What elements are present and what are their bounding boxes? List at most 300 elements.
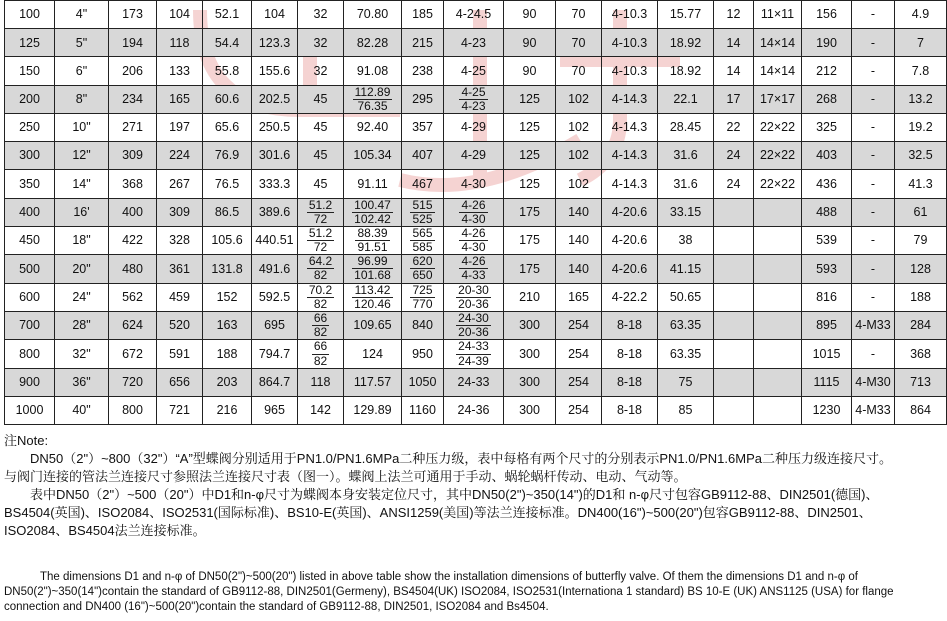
table-cell: 309 (109, 142, 157, 170)
table-cell: 965 (252, 396, 298, 424)
split-top: 112.89 (354, 84, 391, 99)
table-cell: - (852, 85, 895, 113)
table-cell: 156 (802, 1, 852, 29)
table-cell: 32 (298, 1, 344, 29)
dimension-table (4, 0, 947, 425)
table-cell: 86.5 (203, 198, 252, 226)
table-cell: 76.5 (203, 170, 252, 198)
table-cell: 14 (714, 29, 754, 57)
table-cell: 7 (895, 29, 947, 57)
note-paragraph-2: 表中DN50（2"）~500（20"）中D1和n-φ尺寸为蝶阀本身安装定位尺寸，其中DN50(2")~350(14")的D1和 n-φ尺寸包容GB9112-88、DIN2501(德国)、BS4504(英国)、ISO2084、ISO2531(国际标准)、BS10-E(英国)、ANSI1259(美国)等法兰连接标准。DN400(16")~500(20")包容GB9112-88、DIN2501、ISO2084、BS4504法兰连接标准。 (4, 487, 879, 538)
table-cell: 125 (504, 113, 556, 141)
split-value (352, 284, 393, 311)
table-cell: 864.7 (252, 368, 298, 396)
table-cell (444, 226, 504, 254)
split-top: 4-26 (461, 197, 486, 212)
table-cell (444, 198, 504, 226)
table-cell: 368 (109, 170, 157, 198)
table-cell: 350 (5, 170, 55, 198)
table-cell: 32.5 (895, 142, 947, 170)
table-cell: 800 (109, 396, 157, 424)
split-value (352, 255, 393, 282)
split-bottom: 20-36 (458, 325, 489, 340)
table-cell (714, 396, 754, 424)
split-bottom: 102.42 (354, 211, 391, 226)
split-bottom: 4-30 (461, 211, 486, 226)
table-row (5, 340, 947, 368)
split-top: 725 (412, 282, 433, 297)
table-cell: 5" (55, 29, 109, 57)
split-value (352, 199, 393, 226)
table-row (5, 368, 947, 396)
table-cell: 14×14 (754, 57, 802, 85)
table-cell: 713 (895, 368, 947, 396)
table-cell: 52.1 (203, 1, 252, 29)
table-cell: 194 (109, 29, 157, 57)
table-cell: 4" (55, 1, 109, 29)
table-cell: 407 (402, 142, 444, 170)
table-cell: 28" (55, 312, 109, 340)
table-cell: 19.2 (895, 113, 947, 141)
note-title: 注Note: (4, 433, 49, 448)
table-cell: 271 (109, 113, 157, 141)
table-cell: 672 (109, 340, 157, 368)
table-cell: 90 (504, 57, 556, 85)
split-top: 24-30 (458, 311, 489, 325)
split-value (459, 255, 487, 282)
table-row (5, 85, 947, 113)
table-cell: 216 (203, 396, 252, 424)
table-cell (714, 312, 754, 340)
table-cell: 500 (5, 255, 55, 283)
table-cell: 22×22 (754, 170, 802, 198)
table-cell: 250.5 (252, 113, 298, 141)
split-top: 515 (412, 197, 433, 212)
table-cell: 4-M33 (852, 396, 895, 424)
table-cell: 250 (5, 113, 55, 141)
split-value (456, 340, 491, 367)
table-cell: 8-18 (602, 312, 658, 340)
table-cell: 20" (55, 255, 109, 283)
table-cell: 125 (504, 142, 556, 170)
split-bottom: 72 (313, 211, 328, 226)
table-row (5, 113, 947, 141)
table-cell: 17×17 (754, 85, 802, 113)
table-cell: 100 (5, 1, 55, 29)
table-cell: 140 (556, 255, 602, 283)
table-cell: 4-14.3 (602, 142, 658, 170)
table-cell: 15.77 (658, 1, 714, 29)
table-cell: 155.6 (252, 57, 298, 85)
table-cell (754, 198, 802, 226)
table-cell: 90 (504, 1, 556, 29)
table-cell: 480 (109, 255, 157, 283)
table-cell: 131.8 (203, 255, 252, 283)
note-paragraph-1: DN50（2"）~800（32"）“A”型蝶阀分别适用于PN1.0/PN1.6MPa二种压力级，表中每格有两个尺寸的分别表示PN1.0/PN1.6MPa二种压力级连接尺寸。与阀门连接的管法兰连接尺寸参照法兰连接尺寸表（图一）。蝶阀上法兰可通用于手动、蜗轮蜗杆传动、电动、气动等。 (4, 451, 892, 484)
table-cell: 70.80 (344, 1, 402, 29)
table-cell: 12" (55, 142, 109, 170)
table-cell: 4-30 (444, 170, 504, 198)
split-value (307, 255, 334, 282)
split-value (456, 284, 491, 311)
table-cell (444, 312, 504, 340)
split-value (459, 86, 487, 113)
table-cell: 1050 (402, 368, 444, 396)
table-cell: 102 (556, 142, 602, 170)
split-bottom: 120.46 (354, 296, 391, 311)
split-value (355, 227, 389, 254)
table-cell (444, 283, 504, 311)
table-cell: 41.15 (658, 255, 714, 283)
table-cell: 28.45 (658, 113, 714, 141)
table-cell: 1115 (802, 368, 852, 396)
table-cell (298, 340, 344, 368)
table-cell: 117.57 (344, 368, 402, 396)
table-cell: - (852, 142, 895, 170)
split-top: 88.39 (357, 225, 388, 240)
table-cell (444, 85, 504, 113)
table-cell (344, 283, 402, 311)
table-cell: 118 (298, 368, 344, 396)
table-cell: 491.6 (252, 255, 298, 283)
table-cell: 175 (504, 255, 556, 283)
table-cell: 152 (203, 283, 252, 311)
table-cell: 45 (298, 142, 344, 170)
table-cell: 422 (109, 226, 157, 254)
table-row (5, 1, 947, 29)
table-row (5, 283, 947, 311)
notes-section (4, 432, 896, 540)
table-cell: 8-18 (602, 396, 658, 424)
table-cell: 8-18 (602, 340, 658, 368)
table-cell: 24 (714, 170, 754, 198)
table-cell: 31.6 (658, 170, 714, 198)
table-cell: 102 (556, 113, 602, 141)
table-cell (754, 312, 802, 340)
table-cell: 295 (402, 85, 444, 113)
split-bottom: 585 (412, 240, 433, 255)
table-cell: 82.28 (344, 29, 402, 57)
table-cell: 8-18 (602, 368, 658, 396)
table-cell: 124 (344, 340, 402, 368)
split-bottom: 72 (313, 240, 328, 255)
table-cell (714, 283, 754, 311)
table-cell: 403 (802, 142, 852, 170)
table-cell: 895 (802, 312, 852, 340)
table-cell: 624 (109, 312, 157, 340)
table-cell (754, 226, 802, 254)
split-top: 4-26 (461, 254, 486, 269)
table-cell: 562 (109, 283, 157, 311)
table-cell: 592.5 (252, 283, 298, 311)
split-value (307, 227, 334, 254)
table-cell (402, 198, 444, 226)
table-cell: 234 (109, 85, 157, 113)
table-cell: 309 (157, 198, 203, 226)
table-cell: 333.3 (252, 170, 298, 198)
split-top: 66 (313, 311, 328, 325)
table-cell: 105.34 (344, 142, 402, 170)
table-body (5, 1, 947, 425)
table-row (5, 170, 947, 198)
table-cell: 10" (55, 113, 109, 141)
table-cell: 267 (157, 170, 203, 198)
table-cell: 104 (157, 1, 203, 29)
table-row (5, 255, 947, 283)
split-top: 113.42 (352, 284, 393, 298)
table-cell: 357 (402, 113, 444, 141)
split-bottom: 20-36 (458, 296, 489, 311)
table-cell: 4-29 (444, 113, 504, 141)
split-top: 70.2 (308, 282, 333, 297)
table-cell: 254 (556, 396, 602, 424)
table-cell: 60.6 (203, 85, 252, 113)
table-cell: 215 (402, 29, 444, 57)
table-cell (298, 226, 344, 254)
split-bottom: 82 (313, 325, 328, 340)
table-cell: 1015 (802, 340, 852, 368)
table-cell (344, 85, 402, 113)
table-cell: 328 (157, 226, 203, 254)
table-cell: 794.7 (252, 340, 298, 368)
table-cell: 4-29 (444, 142, 504, 170)
split-bottom: 82 (313, 268, 328, 283)
table-cell: - (852, 1, 895, 29)
table-cell: 102 (556, 85, 602, 113)
table-cell: 118 (157, 29, 203, 57)
table-cell: 190 (802, 29, 852, 57)
table-cell: 18.92 (658, 57, 714, 85)
table-cell: 188 (203, 340, 252, 368)
table-cell: 38 (658, 226, 714, 254)
table-cell: 85 (658, 396, 714, 424)
split-bottom: 91.51 (357, 240, 388, 255)
table-cell (444, 255, 504, 283)
table-cell: 4.9 (895, 1, 947, 29)
table-cell: 185 (402, 1, 444, 29)
table-cell (754, 283, 802, 311)
table-cell: 22×22 (754, 142, 802, 170)
table-cell: 600 (5, 283, 55, 311)
table-cell: 70 (556, 29, 602, 57)
table-cell: 22 (714, 113, 754, 141)
split-bottom: 76.35 (357, 98, 388, 113)
split-top: 51.2 (308, 197, 333, 212)
split-value (312, 312, 329, 339)
table-row (5, 226, 947, 254)
table-cell: 254 (556, 340, 602, 368)
table-cell: - (852, 198, 895, 226)
table-cell: 593 (802, 255, 852, 283)
table-cell: 45 (298, 113, 344, 141)
split-bottom: 4-33 (461, 268, 486, 283)
table-cell: 125 (5, 29, 55, 57)
table-cell: 125 (504, 170, 556, 198)
table-cell: - (852, 226, 895, 254)
table-cell: 18" (55, 226, 109, 254)
table-cell: 128 (895, 255, 947, 283)
table-cell: 720 (109, 368, 157, 396)
table-cell: 24 (714, 142, 754, 170)
table-cell: 450 (5, 226, 55, 254)
split-value (410, 284, 434, 311)
table-cell: 4-M30 (852, 368, 895, 396)
table-cell: 40" (55, 396, 109, 424)
table-cell: 24" (55, 283, 109, 311)
table-cell: 13.2 (895, 85, 947, 113)
table-cell: 700 (5, 312, 55, 340)
table-cell: 520 (157, 312, 203, 340)
table-cell: 24-36 (444, 396, 504, 424)
table-cell: 109.65 (344, 312, 402, 340)
table-cell: 6" (55, 57, 109, 85)
table-cell: 142 (298, 396, 344, 424)
table-cell: 50.65 (658, 283, 714, 311)
table-cell: 70 (556, 57, 602, 85)
split-bottom: 770 (412, 296, 433, 311)
table-cell: 18.92 (658, 29, 714, 57)
table-cell: 33.15 (658, 198, 714, 226)
table-cell (298, 283, 344, 311)
table-cell (298, 198, 344, 226)
table-cell: 300 (504, 312, 556, 340)
split-top: 66 (313, 339, 328, 354)
table-cell: 11×11 (754, 1, 802, 29)
table-cell: 4-23 (444, 29, 504, 57)
table-cell: 721 (157, 396, 203, 424)
table-cell: 14×14 (754, 29, 802, 57)
table-cell: 1230 (802, 396, 852, 424)
table-cell: 368 (895, 340, 947, 368)
table-cell: 210 (504, 283, 556, 311)
table-cell: 300 (5, 142, 55, 170)
table-cell: 864 (895, 396, 947, 424)
table-cell: 125 (504, 85, 556, 113)
table-cell: 105.6 (203, 226, 252, 254)
table-cell: - (852, 283, 895, 311)
table-cell: 16' (55, 198, 109, 226)
table-cell: 22×22 (754, 113, 802, 141)
table-cell: 17 (714, 85, 754, 113)
table-cell: 1000 (5, 396, 55, 424)
table-cell: 400 (5, 198, 55, 226)
table-cell: 4-20.6 (602, 226, 658, 254)
table-cell: 4-24.5 (444, 1, 504, 29)
table-cell: 76.9 (203, 142, 252, 170)
table-cell: 165 (556, 283, 602, 311)
table-cell: 63.35 (658, 340, 714, 368)
table-cell: 1160 (402, 396, 444, 424)
table-cell: 656 (157, 368, 203, 396)
split-value (312, 340, 329, 367)
table-cell: 467 (402, 170, 444, 198)
table-cell: 32 (298, 57, 344, 85)
table-cell: 91.11 (344, 170, 402, 198)
table-cell (714, 226, 754, 254)
split-bottom: 650 (412, 268, 433, 283)
table-cell: 840 (402, 312, 444, 340)
table-cell (298, 255, 344, 283)
split-top: 4-26 (461, 225, 486, 240)
table-cell (298, 312, 344, 340)
english-note (4, 570, 896, 615)
table-cell (754, 396, 802, 424)
table-cell (344, 198, 402, 226)
table-cell: 4-14.3 (602, 85, 658, 113)
table-cell: 224 (157, 142, 203, 170)
table-cell: 22.1 (658, 85, 714, 113)
table-row (5, 198, 947, 226)
split-top: 51.2 (308, 225, 333, 240)
table-cell (402, 283, 444, 311)
table-cell: 268 (802, 85, 852, 113)
table-cell: 54.4 (203, 29, 252, 57)
split-value (459, 199, 487, 226)
split-bottom: 82 (313, 296, 328, 311)
table-cell: 140 (556, 226, 602, 254)
split-bottom: 101.68 (354, 268, 391, 283)
dimension-table-wrap (4, 0, 933, 425)
table-cell: - (852, 57, 895, 85)
split-top: 4-25 (461, 84, 486, 99)
table-cell: - (852, 340, 895, 368)
table-cell: 32 (298, 29, 344, 57)
table-cell: 140 (556, 198, 602, 226)
table-cell: 165 (157, 85, 203, 113)
table-cell: 361 (157, 255, 203, 283)
table-cell: 175 (504, 198, 556, 226)
table-cell: 539 (802, 226, 852, 254)
table-cell: 163 (203, 312, 252, 340)
table-cell: 238 (402, 57, 444, 85)
table-cell: 12 (714, 1, 754, 29)
table-cell: 203 (203, 368, 252, 396)
table-cell: 32" (55, 340, 109, 368)
table-cell: 129.89 (344, 396, 402, 424)
table-cell: 188 (895, 283, 947, 311)
table-cell (714, 255, 754, 283)
table-cell: 284 (895, 312, 947, 340)
table-cell: 591 (157, 340, 203, 368)
table-cell: 55.8 (203, 57, 252, 85)
split-top: 20-30 (458, 282, 489, 297)
table-cell: 389.6 (252, 198, 298, 226)
table-cell: 300 (504, 368, 556, 396)
split-top: 100.47 (354, 197, 391, 212)
table-cell: 4-M33 (852, 312, 895, 340)
split-bottom: 4-23 (461, 98, 486, 113)
table-cell: 254 (556, 368, 602, 396)
table-cell: 14 (714, 57, 754, 85)
split-bottom: 24-39 (458, 353, 489, 368)
table-cell: 173 (109, 1, 157, 29)
table-cell: 31.6 (658, 142, 714, 170)
table-row (5, 29, 947, 57)
table-cell: - (852, 113, 895, 141)
table-cell: 133 (157, 57, 203, 85)
table-cell: 75 (658, 368, 714, 396)
table-cell: 800 (5, 340, 55, 368)
table-cell: 65.6 (203, 113, 252, 141)
table-cell: 79 (895, 226, 947, 254)
table-cell: 816 (802, 283, 852, 311)
split-top: 620 (412, 254, 433, 269)
split-value (410, 227, 434, 254)
table-cell (402, 255, 444, 283)
table-cell: 36" (55, 368, 109, 396)
table-cell: 91.08 (344, 57, 402, 85)
table-cell: 4-14.3 (602, 113, 658, 141)
